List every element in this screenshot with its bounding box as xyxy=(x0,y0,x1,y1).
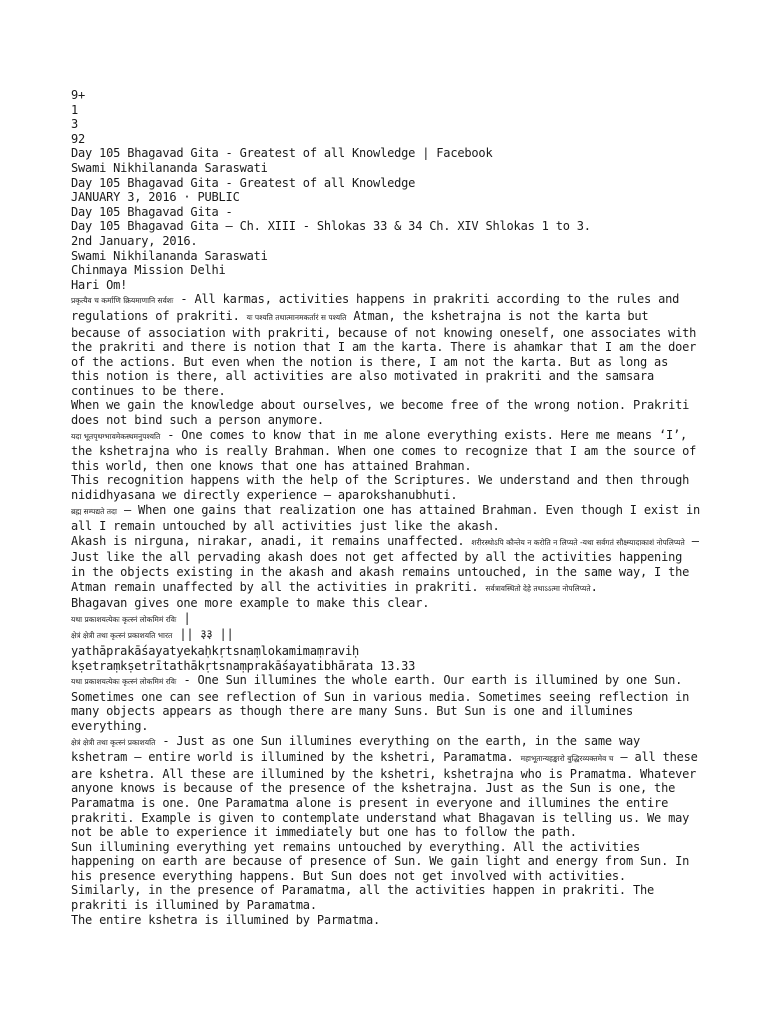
sanskrit-quote: यः पश्यति तथात्मानमकर्तारं स पश्यति xyxy=(246,312,347,322)
paragraph-text: - One Sun illumines the whole earth. Our earth is illumined by one Sun. Sometimes one can see reflection of Sun in various media. Sometimes seeing reflection in many objects appears as though there are many Suns. But Sun is one and illumines everything. xyxy=(71,673,697,733)
transliteration-line: kṣetraṃkṣetrītathākṛtsnaṃprakāśayatibhārata 13.33 xyxy=(71,658,416,673)
paragraph xyxy=(71,533,706,596)
paragraph-text: Akash is nirguna, nirakar, anadi, it remains unaffected. xyxy=(71,533,472,548)
paragraph xyxy=(71,673,703,733)
sanskrit-quote: क्षेत्रं क्षेत्री तथा कृत्स्नं प्रकाशयति xyxy=(71,737,156,747)
paragraph xyxy=(71,734,703,840)
paragraph-text: Atman, the kshetrajna is not the karta but because of association with prakriti, because of not knowing oneself, one associates with the prakriti and there is notion that I am the karta. There is ahamkar that I am the doer of the actions. But even when the notion is there, I am not the karta. But as long as this notion is there, all activities are also motivated in prakriti and the samsara continues to be there. xyxy=(71,308,704,398)
paragraph-text: – all these are kshetra. All these are illumined by the kshetri, kshetrajna who is Pramatma. Whatever anyone knows is because of the presence of the kshetrajna. Just as the Sun is one, the Paramatma is one. One Paramatma alone is present in everyone and illumines the entire prakriti. Example is given to contemplate understand what Bhagavan is telling us. We may not be able to experience it immediately but one has to follow the path. xyxy=(71,750,705,840)
verse-line xyxy=(71,627,703,644)
post-date: JANUARY 3, 2016 · PUBLIC xyxy=(71,190,240,205)
paragraph xyxy=(71,502,708,534)
paragraph: When we gain the knowledge about ourselves, we become free of the wrong notion. Prakriti does not bind such a person anymore. xyxy=(71,398,697,428)
author-name: Swami Nikhilananda Saraswati xyxy=(71,248,268,263)
sanskrit-quote: ब्रह्म सम्पद्यते तदा xyxy=(71,506,117,516)
paragraph: Bhagavan gives one more example to make this clear. xyxy=(71,596,430,611)
paragraph-text: - All karmas, activities happens in prakriti according to the rules and regulations of prakriti. xyxy=(71,292,687,323)
sanskrit-quote: यदा भूतपृथग्भावमेकस्थमनुपश्यति xyxy=(71,431,161,441)
document-page xyxy=(71,88,708,927)
counter-line: 3 xyxy=(71,117,79,132)
post-heading: Day 105 Bhagavad Gita - xyxy=(71,204,233,219)
greeting: Hari Om! xyxy=(71,277,128,292)
counter-line: 92 xyxy=(71,131,86,146)
paragraph xyxy=(71,428,703,474)
counter-line: 1 xyxy=(71,102,79,117)
organization-name: Chinmaya Mission Delhi xyxy=(71,263,226,278)
notification-count: 9+ xyxy=(71,88,86,102)
post-title: Day 105 Bhagavad Gita - Greatest of all Knowledge xyxy=(71,175,416,190)
paragraph xyxy=(71,292,703,398)
author-name: Swami Nikhilananda Saraswati xyxy=(71,160,268,175)
verse-mark: || ३३ || xyxy=(172,627,234,642)
paragraph-text: – When one gains that realization one has attained Brahman. Even though I exist in all I remain untouched by all activities just like the akash. xyxy=(71,502,708,534)
verse-mark: | xyxy=(176,610,191,625)
transliteration-line: yathāprakāśayatyekaḥkṛtsnaṃlokamimaṃraviḥ xyxy=(71,643,360,658)
post-subheading: Day 105 Bhagavad Gita – Ch. XIII - Shlokas 33 & 34 Ch. XIV Shlokas 1 to 3. xyxy=(71,219,591,234)
paragraph: The entire kshetra is illumined by Parmatma. xyxy=(71,912,381,927)
paragraph-text: - Just as one Sun illumines everything on the earth, in the same way kshetram – entire world is illumined by the kshetri, Paramatma. xyxy=(71,733,648,765)
paragraph-text: – Just like the all pervading akash does not get affected by all the activities happening in the objects existing in the akash and akash remains untouched, in the same way, I the Atman remain unaffected by all the activities in prakriti. xyxy=(71,533,706,594)
sanskrit-quote: महाभूतान्यहङ्कारो बुद्धिरव्यक्तमेव च xyxy=(520,754,614,764)
sanskrit-quote: सर्वत्रावस्थितो देहे तथाऽऽत्मा नोपलिप्यते xyxy=(485,583,591,593)
sanskrit-verse: क्षेत्रं क्षेत्री तथा कृत्स्नं प्रकाशयति भारत xyxy=(71,631,173,641)
post-date-line: 2nd January, 2016. xyxy=(71,233,198,248)
header-block xyxy=(71,88,703,292)
sanskrit-quote: यथा प्रकाशयत्येकः कृत्स्नं लोकमिमं रविः xyxy=(71,677,177,687)
sanskrit-verse: यथा प्रकाशयत्येकः कृत्स्नं लोकमिमं रविः xyxy=(71,614,177,624)
paragraph: Sun illumining everything yet remains untouched by everything. All the activities happening on earth are because of presence of Sun. We gain light and energy from Sun. In his presence everything happens. But Sun does not get involved with activities. Similarly, in the presence of Paramatma, all the activities happen in prakriti. The prakriti is illumined by Paramatma. xyxy=(71,839,697,913)
verse-line xyxy=(71,611,703,628)
paragraph-text: - One comes to know that in me alone everything exists. Here me means ‘I’, the kshetrajna who is really Brahman. When one comes to recognize that I am the source of this world, then one knows that one has attained Brahman. xyxy=(71,427,704,473)
sanskrit-quote: शरीरस्थोऽपि कौन्तेय न करोति न लिप्यते -यथा सर्वगतं सौक्ष्म्यादाकाशं नोपलिप्यते xyxy=(471,537,685,547)
page-title: Day 105 Bhagavad Gita - Greatest of all Knowledge | Facebook xyxy=(71,146,493,161)
paragraph: This recognition happens with the help of the Scriptures. We understand and then through nididhyasana we directly experience – aparokshanubhuti. xyxy=(71,473,697,503)
sanskrit-quote: प्रकृत्यैव च कर्माणि क्रियमाणानि सर्वशः xyxy=(71,296,174,306)
paragraph-text: . xyxy=(590,579,598,594)
